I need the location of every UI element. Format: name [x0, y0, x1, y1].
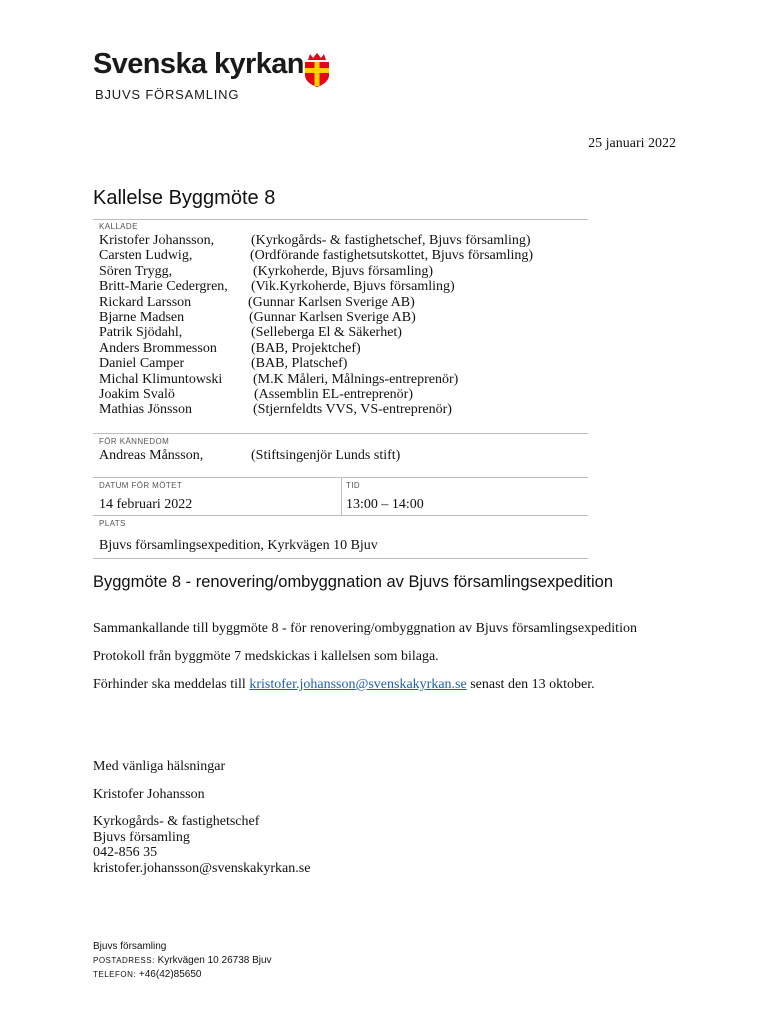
meeting-place: Bjuvs församlingsexpedition, Kyrkvägen 10 Bjuv — [99, 538, 378, 553]
attendee-role: (BAB, Platschef) — [251, 356, 348, 372]
signature-title: Kyrkogårds- & fastighetschef — [93, 814, 260, 829]
meeting-date: 14 februari 2022 — [99, 497, 193, 512]
signature-greeting: Med vänliga hälsningar — [93, 759, 226, 774]
attendee-name: Patrik Sjödahl, — [99, 325, 183, 341]
attendee-name: Kristofer Johansson, — [99, 233, 215, 248]
divider — [93, 515, 588, 516]
divider — [93, 558, 588, 559]
attendee-name: Bjarne Madsen — [99, 309, 185, 325]
attendee-name: Daniel Camper — [99, 356, 185, 372]
attendee-role: (Gunnar Karlsen Sverige AB) — [249, 309, 416, 325]
for-kannedom-caption: FÖR KÄNNEDOM — [99, 437, 170, 446]
footer-org: Bjuvs församling — [93, 941, 167, 952]
signature-name: Kristofer Johansson — [93, 787, 205, 802]
attendee-role: (Assemblin EL-entreprenör) — [254, 386, 413, 402]
meeting-date-caption: DATUM FÖR MÖTET — [99, 481, 183, 490]
kallade-caption: KALLADE — [99, 222, 138, 231]
signature-email: kristofer.johansson@svenskakyrkan.se — [93, 860, 311, 876]
attendee-name: Carsten Ludwig, — [99, 248, 193, 264]
meeting-time-caption: TID — [346, 481, 361, 490]
logo-parish-name: BJUVS FÖRSAMLING — [95, 87, 240, 102]
footer-address-label: POSTADRESS: — [93, 956, 155, 965]
section-heading: Byggmöte 8 - renovering/ombyggnation av Bjuvs församlingsexpedition — [93, 573, 614, 591]
attendee-role: (Kyrkoherde, Bjuvs församling) — [253, 263, 434, 279]
page-title: Kallelse Byggmöte 8 — [93, 187, 276, 209]
footer-address-value: Kyrkvägen 10 26738 Bjuv — [157, 955, 272, 966]
footer-phone-value: +46(42)85650 — [138, 969, 202, 980]
attendee-role: (Gunnar Karlsen Sverige AB) — [248, 294, 415, 310]
body-paragraph-1: Sammankallande till byggmöte 8 - för renovering/ombyggnation av Bjuvs församlingsexpedition — [93, 621, 637, 636]
footer-phone — [93, 969, 201, 980]
attendee-name: Britt-Marie Cedergren, — [99, 279, 228, 295]
attendee-role: (Vik.Kyrkoherde, Bjuvs församling) — [251, 279, 455, 295]
signature-phone: 042-856 35 — [93, 845, 158, 860]
column-divider — [341, 477, 342, 515]
attendee-role: (Kyrkogårds- & fastighetschef, Bjuvs församling) — [251, 233, 531, 248]
attendee-role: (BAB, Projektchef) — [251, 340, 361, 356]
footer-address — [93, 955, 272, 966]
attendee-role: (Ordförande fastighetsutskottet, Bjuvs församling) — [250, 248, 534, 264]
attendee-name: Rickard Larsson — [99, 294, 192, 310]
body-paragraph-3-suffix: senast den 13 oktober. — [466, 677, 595, 692]
divider — [93, 219, 588, 220]
attendee-name: Sören Trygg, — [99, 263, 173, 279]
meeting-time: 13:00 – 14:00 — [346, 497, 424, 512]
attendee-name: Michal Klimuntowski — [99, 371, 223, 387]
attendee-name: Joakim Svalö — [99, 386, 175, 402]
attendee-name: Mathias Jönsson — [99, 402, 192, 418]
church-logo-icon — [302, 53, 332, 87]
document-date: 25 januari 2022 — [588, 136, 676, 151]
body-paragraph-3-prefix: Förhinder ska meddelas till — [93, 677, 250, 692]
for-kannedom-name: Andreas Månsson, — [99, 448, 204, 463]
body-paragraph-2: Protokoll från byggmöte 7 medskickas i kallelsen som bilaga. — [93, 649, 439, 664]
attendee-role: (M.K Måleri, Målnings-entreprenör) — [253, 371, 459, 387]
body-paragraph-3 — [93, 677, 595, 693]
attendee-role: (Stjernfeldts VVS, VS-entreprenör) — [253, 402, 452, 418]
meeting-place-caption: PLATS — [99, 519, 126, 528]
for-kannedom-role: (Stiftsingenjör Lunds stift) — [251, 448, 401, 463]
email-link[interactable]: kristofer.johansson@svenskakyrkan.se — [249, 677, 467, 692]
attendee-role: (Selleberga El & Säkerhet) — [251, 325, 402, 341]
signature-org: Bjuvs församling — [93, 829, 190, 845]
divider — [93, 433, 588, 434]
logo-wordmark: Svenska kyrkan — [93, 48, 304, 80]
footer-phone-label: TELEFON: — [93, 970, 137, 979]
attendee-name: Anders Brommesson — [99, 340, 217, 356]
